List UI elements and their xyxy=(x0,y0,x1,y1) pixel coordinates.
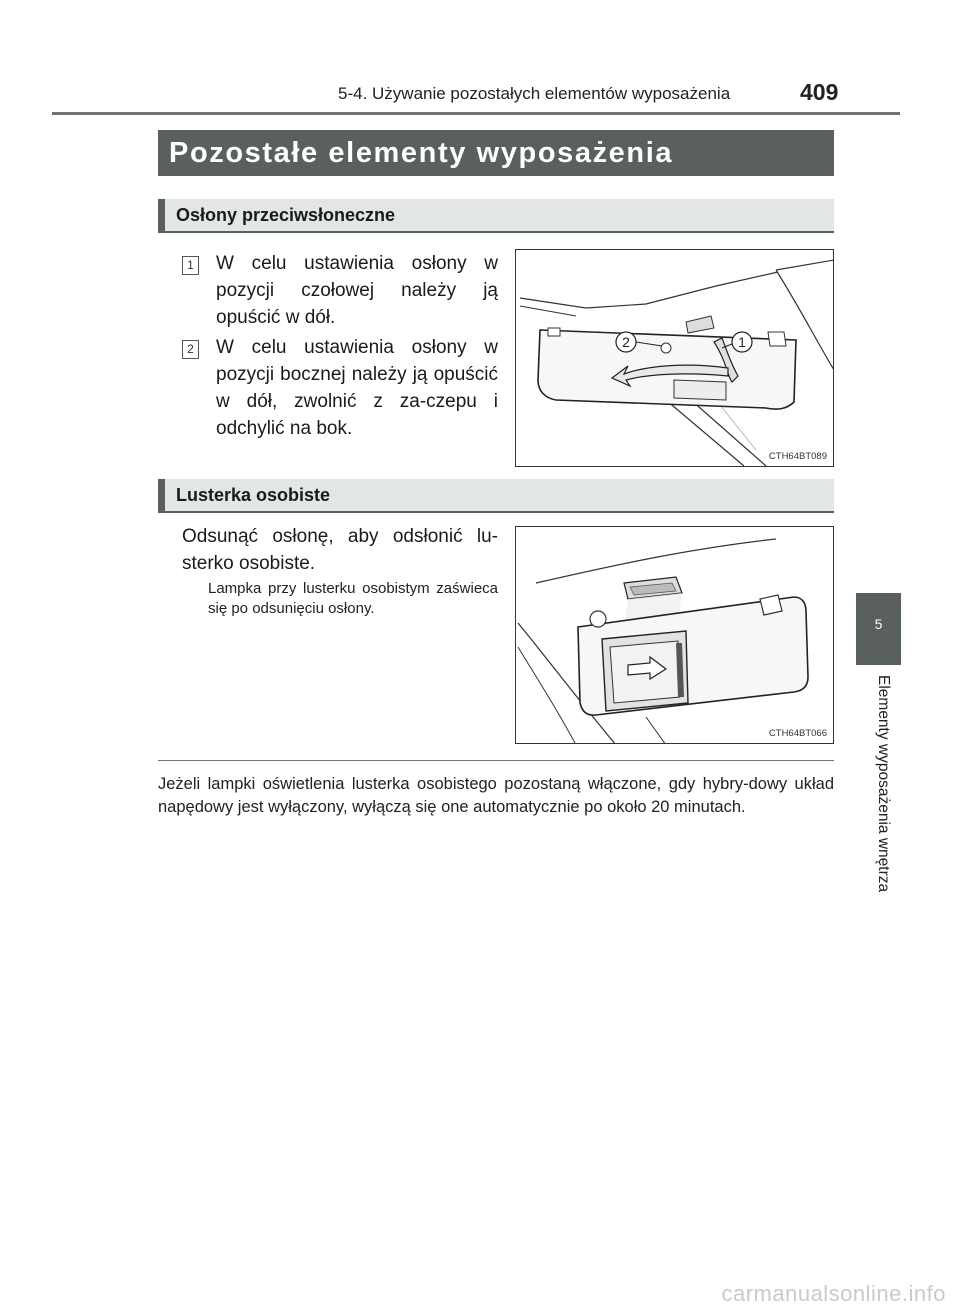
step-text: W celu ustawienia osłony w pozycji bocznej należy ją opuścić w dół, zwolnić z za-czepu i odchylić na bok. xyxy=(216,337,498,439)
vanity-mirror-drawing xyxy=(516,527,834,744)
step-item xyxy=(182,250,498,331)
header-rule xyxy=(52,112,900,115)
section-heading-vanity-mirrors xyxy=(158,479,834,513)
running-header: 5-4. Używanie pozostałych elementów wyposażenia xyxy=(338,84,731,103)
step-number-badge: 2 xyxy=(182,340,199,359)
chapter-tab xyxy=(856,593,901,665)
chapter-label: Elementy wyposażenia wnętrza xyxy=(875,675,892,893)
step-item xyxy=(182,334,498,442)
step-number-badge: 1 xyxy=(182,256,199,275)
vanity-mirror-illustration xyxy=(515,526,834,744)
vanity-mirror-note: Lampka przy lusterku osobistym zaświeca się po odsunięciu osłony. xyxy=(208,580,498,617)
callout-2-label: 2 xyxy=(622,334,630,350)
callout-1-label: 1 xyxy=(738,334,746,350)
chapter-number: 5 xyxy=(874,616,883,632)
page-title: Pozostałe elementy wyposażenia xyxy=(158,130,834,176)
section-heading-sun-visors xyxy=(158,199,834,233)
note-separator xyxy=(158,760,834,761)
figure-code: CTH64BT089 xyxy=(768,451,827,462)
vanity-mirror-instruction: Odsunąć osłonę, aby odsłonić lu-sterko osobiste. xyxy=(182,526,498,574)
section-heading-text: Osłony przeciwsłoneczne xyxy=(176,205,396,225)
figure-code: CTH64BT066 xyxy=(768,728,827,739)
section-heading-bar xyxy=(158,479,165,511)
bottom-note: Jeżeli lampki oświetlenia lusterka osobistego pozostaną włączone, gdy hybry-dowy układ napędowy jest wyłączony, wyłączą się one automatycznie po około 20 minutach. xyxy=(158,775,834,816)
section-heading-bar xyxy=(158,199,165,231)
step-text: W celu ustawienia osłony w pozycji czołowej należy ją opuścić w dół. xyxy=(216,253,498,328)
sun-visor-drawing xyxy=(516,250,834,467)
section-heading-text: Lusterka osobiste xyxy=(176,485,331,505)
watermark: carmanualsonline.info xyxy=(721,1281,946,1306)
page-number: 409 xyxy=(800,79,839,105)
sun-visor-illustration xyxy=(515,249,834,467)
